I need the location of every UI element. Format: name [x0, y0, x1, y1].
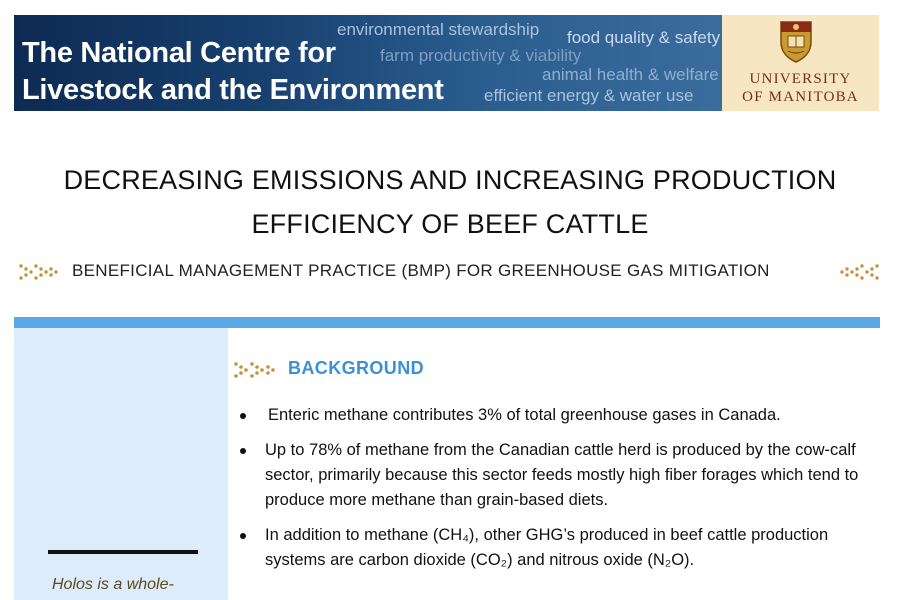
list-item: Enteric methane contributes 3% of total greenhouse gases in Canada. — [236, 403, 881, 428]
list-item: Up to 78% of methane from the Canadian cattle herd is produced by the cow-calf sector, primarily because this sector feeds mostly high fiber forages which tend to produce more methane than grain-based diets. — [236, 438, 881, 513]
section-title-background: BACKGROUND — [288, 358, 424, 378]
banner-keyword: efficient energy & water use — [484, 86, 694, 105]
university-name-line2: OF MANITOBA — [742, 89, 859, 105]
university-crest-icon — [778, 18, 814, 64]
list-item: In addition to methane (CH₄), other GHG’s produced in beef cattle production systems are carbon dioxide (CO₂) and nitrous oxide (N₂O). — [236, 523, 881, 573]
organization-name-line2: Livestock and the Environment — [22, 74, 444, 106]
subtitle-row — [18, 258, 880, 286]
document-title — [0, 158, 900, 246]
university-logo — [722, 15, 879, 111]
background-bullet-list — [236, 403, 881, 583]
header-banner — [14, 15, 722, 111]
sidebar-divider — [48, 550, 198, 554]
chevron-right-decoration-icon — [233, 360, 277, 380]
banner-keyword: environmental stewardship — [337, 20, 540, 39]
chevron-right-decoration-icon — [18, 262, 60, 282]
organization-name — [22, 35, 444, 109]
organization-name-line1: The National Centre for — [22, 37, 336, 69]
chevron-left-decoration-icon — [838, 262, 880, 282]
sidebar-panel — [14, 328, 228, 600]
document-title-line2: EFFICIENCY OF BEEF CATTLE — [251, 209, 649, 239]
banner-keyword: farm productivity & viability — [380, 46, 582, 65]
banner-keyword: animal health & welfare — [542, 65, 719, 84]
university-name-line1: UNIVERSITY — [749, 71, 852, 87]
document-subtitle: BENEFICIAL MANAGEMENT PRACTICE (BMP) FOR GREENHOUSE GAS MITIGATION — [72, 261, 770, 280]
sidebar-text: Holos is a whole- — [52, 576, 174, 593]
section-divider — [14, 317, 880, 328]
banner-keyword: food quality & safety — [567, 28, 721, 47]
document-title-line1: DECREASING EMISSIONS AND INCREASING PRODUCTION — [63, 165, 837, 195]
